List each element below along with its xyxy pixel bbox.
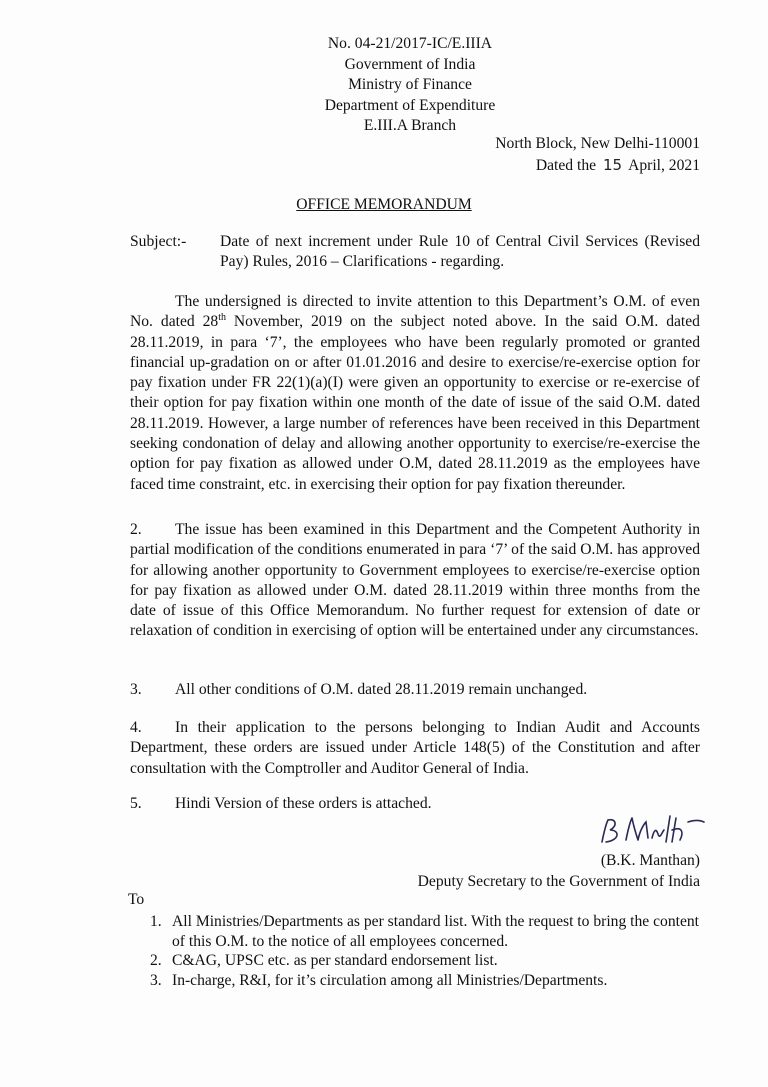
paragraph-3-number: 3. [130, 681, 142, 698]
date-prefix: Dated the [535, 156, 597, 174]
date-suffix: April, 2021 [628, 156, 700, 174]
ministry-name: Ministry of Finance [348, 76, 472, 93]
recipient-number: 1. [150, 913, 162, 930]
paragraph-4 [130, 718, 700, 779]
paragraph-1-superscript: th [218, 312, 226, 324]
paragraph-4-number: 4. [130, 719, 142, 736]
paragraph-2 [130, 520, 700, 642]
office-location: North Block, New Delhi-110001 [495, 135, 700, 152]
list-item [150, 951, 700, 971]
reference-number: No. 04-21/2017-IC/E.IIIA [327, 35, 493, 52]
paragraph-5-text: Hindi Version of these orders is attached. [175, 795, 432, 812]
paragraph-4-text: In their application to the persons belonging to Indian Audit and Accounts Department, these orders are issued under Article 148(5) of the Constitution and after consultation with the Comptroller and Auditor General of India. [130, 719, 700, 777]
paragraph-1 [130, 292, 700, 495]
subject-text: Date of next increment under Rule 10 of Central Civil Services (Revised Pay) Rules, 2016 – Clarifications - regarding. [220, 233, 700, 271]
signatory-name: (B.K. Manthan) [600, 852, 700, 869]
paragraph-3 [130, 680, 700, 700]
list-item [150, 971, 700, 991]
address-block [495, 134, 700, 176]
government-name: Government of India [344, 55, 476, 73]
subject-label: Subject:- [130, 233, 187, 250]
signatory-designation: Deputy Secretary to the Government of India [417, 873, 700, 890]
paragraph-1-part2: November, 2019 on the subject noted above. In the said O.M. dated 28.11.2019, in para ‘7’, the employees who have been regularly promoted or granted financial up-gradation on or after 01.01.2016 and desire to exercise/re-exercise option for pay fixation under FR 22(1)(a)(I) were given an opportunity to exercise or re-exercise of their option for pay fixation within one month of the date of issue of the said O.M. dated 28.11.2019. However, a large number of references have been received in this Department seeking condonation of delay and allowing another opportunity to exercise/re-exercise the option for pay fixation as allowed under O.M, dated 28.11.2019 as the employees have faced time constraint, etc. in exercising their option for pay fixation thereunder. [130, 313, 700, 493]
memo-title-text: OFFICE MEMORANDUM [296, 196, 472, 213]
department-name: Department of Expenditure [324, 96, 496, 114]
recipient-text: C&AG, UPSC etc. as per standard endorsement list. [172, 952, 498, 969]
date-line [495, 155, 700, 177]
paragraph-1-part1: The undersigned is directed to invite attention to this Department’s O.M. of even No. dated 28 [130, 293, 700, 331]
paragraph-2-text: The issue has been examined in this Department and the Competent Authority in partial modification of the conditions enumerated in para ‘7’ of the said O.M. has approved for allowing another opportunity to Government employees to exercise/re-exercise option for pay fixation as allowed under O.M. dated 28.11.2019 within three months from the date of issue of this Office Memorandum. No further request for extension of date or relaxation of condition in exercising of option will be entertained under any circumstances. [130, 521, 700, 640]
recipient-list [150, 912, 700, 990]
branch-name: E.III.A Branch [363, 117, 457, 134]
paragraph-2-number: 2. [130, 521, 142, 538]
date-day-handwritten: 15 [602, 155, 623, 174]
handwritten-signature [596, 812, 706, 852]
signatory-block [418, 850, 700, 892]
recipient-number: 2. [150, 952, 162, 969]
paragraph-3-text: All other conditions of O.M. dated 28.11.2019 remain unchanged. [175, 681, 588, 698]
recipient-text: All Ministries/Departments as per standard list. With the request to bring the content of this O.M. to the notice of all employees concerned. [172, 913, 699, 950]
recipient-number: 3. [150, 971, 162, 989]
recipient-text: In-charge, R&I, for it’s circulation among all Ministries/Departments. [172, 971, 608, 989]
to-label: To [128, 891, 145, 908]
letterhead [290, 34, 530, 137]
paragraph-5-number: 5. [130, 795, 142, 812]
list-item [150, 912, 700, 951]
memo-title [0, 195, 768, 215]
